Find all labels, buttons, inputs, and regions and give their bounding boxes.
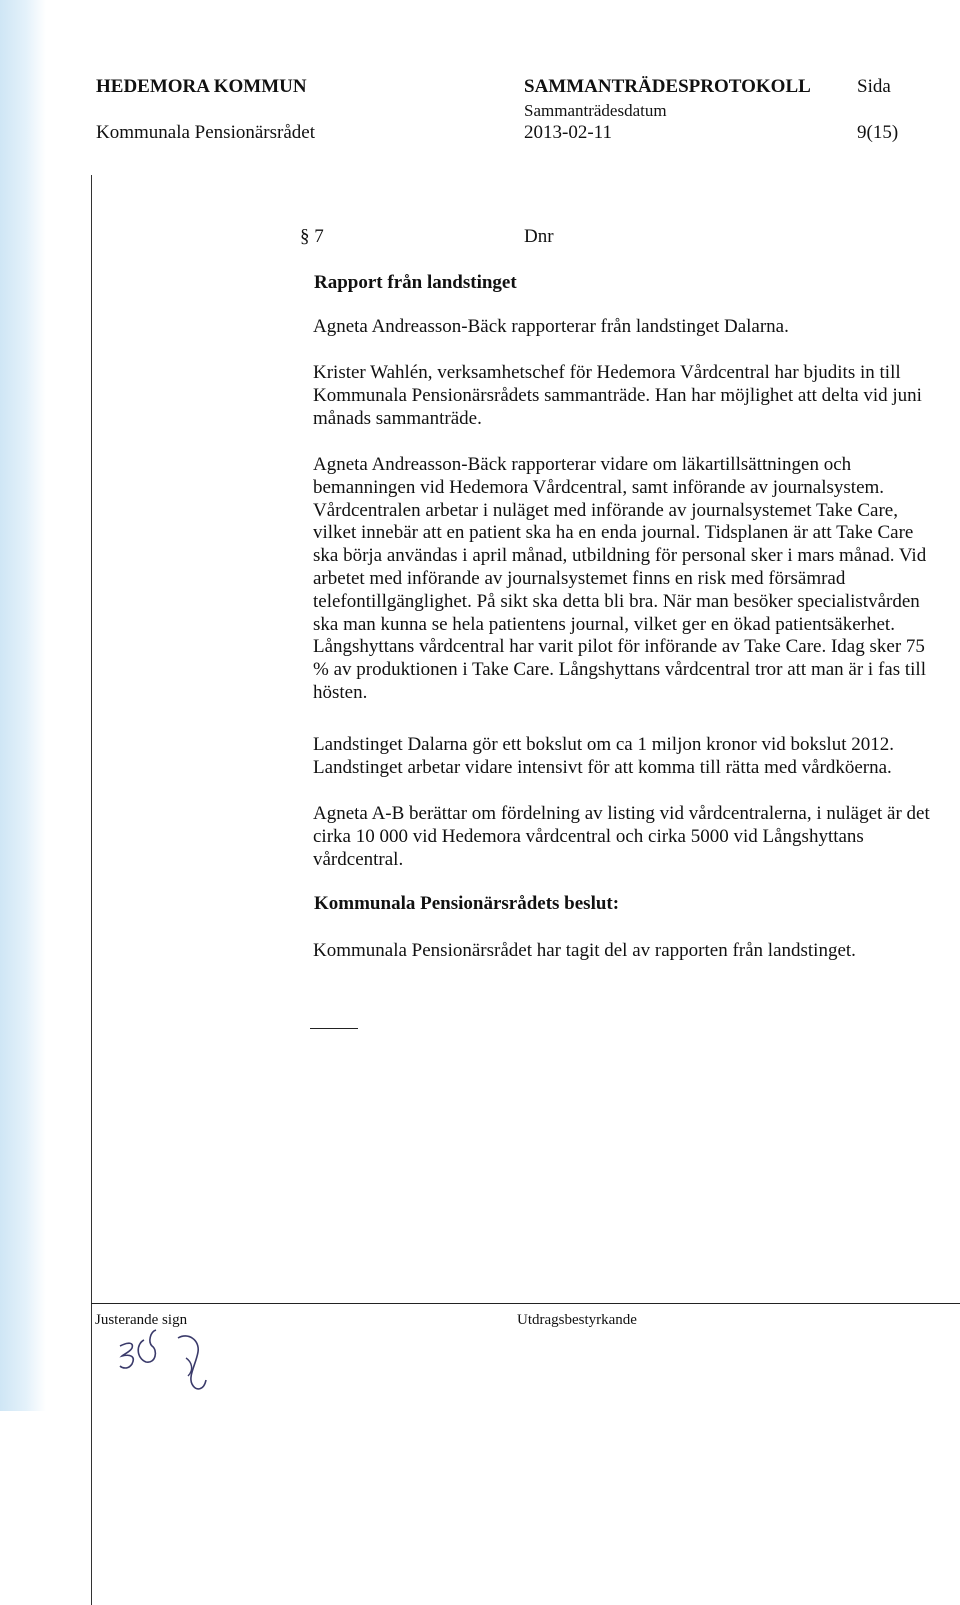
paragraph-text: Agneta Andreasson-Bäck rapporterar vidare om läkartillsättningen och bemanningen vid Hedemora Vårdcentral, samt införande av journalsystem. Vårdcentralen arbetar i nuläget med införande av journalsystemet Take Care, vilket innebär att en patient ska ha en enda journal. Tidsplanen är att Take Care ska börja användas i april månad, utbildning för personal sker i mars månad. Vid arbetet med införande av journalsystemet finns en risk med försämrad telefontillgänglighet. På sikt ska detta bli bra. När man besöker specialistvården ska man kunna se hela patientens journal, vilket ger en ökad patientsäkerhet. Långshyttans vårdcentral har varit pilot för införande av Take Care. Idag sker 75 % av produktionen i Take Care. Långshyttans vårdcentral tror att man är i fas till hösten. (313, 454, 927, 703)
scan-edge-shadow (0, 0, 46, 1411)
paragraph-text: Agneta A-B berättar om fördelning av listing vid vårdcentralerna, i nuläget är det cirka 10 000 vid Hedemora vårdcentral och cirka 5000 vid Långshyttans vårdcentral. (313, 803, 930, 870)
dnr-label: Dnr (524, 226, 554, 247)
paragraph-text: Agneta Andreasson-Bäck rapporterar från landstinget Dalarna. (313, 316, 789, 337)
page-label: Sida (857, 76, 891, 97)
paragraph-2 (313, 362, 925, 430)
page-number: 9(15) (857, 122, 899, 143)
section-number: § 7 (300, 226, 324, 247)
utdragsbestyrkande-label: Utdragsbestyrkande (517, 1312, 637, 1328)
handwritten-initials-signature (108, 1318, 228, 1398)
left-margin-line (91, 175, 92, 1605)
org-name: HEDEMORA KOMMUN (96, 76, 307, 97)
decision-heading: Kommunala Pensionärsrådets beslut: (314, 893, 620, 914)
end-separator (310, 1028, 358, 1029)
paragraph-3 (313, 454, 935, 705)
date-label: Sammanträdesdatum (524, 101, 667, 120)
justerande-sign-label: Justerande sign (95, 1312, 188, 1328)
decision-text-block (313, 940, 933, 963)
paragraph-5 (313, 803, 933, 871)
meeting-date: 2013-02-11 (524, 122, 612, 143)
document-type: SAMMANTRÄDESPROTOKOLL (524, 76, 811, 97)
decision-text: Kommunala Pensionärsrådet har tagit del av rapporten från landstinget. (313, 940, 856, 961)
paragraph-text: Landstinget Dalarna gör ett bokslut om ca 1 miljon kronor vid bokslut 2012. Landstinget arbetar vidare intensivt för att komma till rätta med vårdköerna. (313, 734, 894, 778)
paragraph-1 (313, 316, 933, 339)
footer-line (91, 1303, 960, 1304)
paragraph-4 (313, 734, 933, 780)
section-title: Rapport från landstinget (314, 272, 517, 293)
paragraph-text: Krister Wahlén, verksamhetschef för Hedemora Vårdcentral har bjudits in till Kommunala Pensionärsrådets sammanträde. Han har möjlighet att delta vid juni månads sammanträde. (313, 362, 922, 429)
body-name: Kommunala Pensionärsrådet (96, 122, 315, 143)
